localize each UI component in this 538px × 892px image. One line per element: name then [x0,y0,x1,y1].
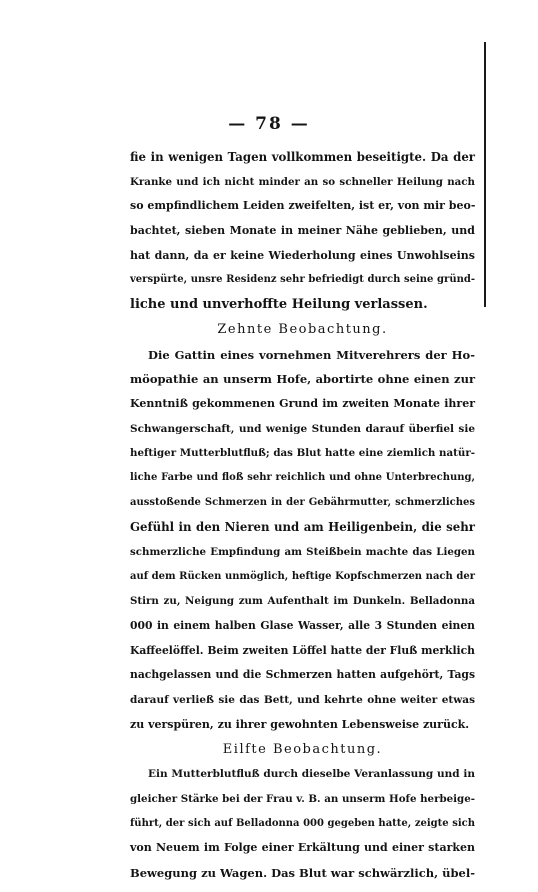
text-line: auf dem Rücken unmöglich, heftige Kopfschmerzen nach der [130,570,475,582]
text-line: so empfindlichem Leiden zweifelten, ist er, von mir beo- [130,199,476,213]
text-line: liche und unverhoffte Heilung verlassen. [130,297,428,313]
section-heading-10: Zehnte Beobachtung. [217,321,388,337]
text-line: Kaffeelöffel. Beim zweiten Löffel hatte der Fluß merklich [130,643,475,657]
text-line: von Neuem im Folge einer Erkältung und einer starken [130,841,475,855]
text-line: zu verspüren, zu ihrer gewohnten Lebensweise zurück. [130,717,470,731]
text-line: darauf verließ sie das Bett, und kehrte ohne weiter etwas [130,694,475,707]
paragraph-3 [130,762,475,885]
text-line: Schwangerschaft, und wenige Stunden darauf überfiel sie [130,422,475,435]
text-line: hat dann, da er keine Wiederholung eines Unwohlseins [130,248,475,262]
body-text [130,145,475,886]
text-line: gleicher Stärke bei der Frau v. B. an unserm Hofe herbeige- [130,792,475,805]
text-line: Stirn zu, Neigung zum Aufenthalt im Dunkeln. Belladonna [130,595,475,608]
text-line: nachgelassen und die Schmerzen hatten aufgehört, Tags [130,668,475,682]
page-number: — 78 — [228,114,310,134]
text-line: Ein Mutterblutfluß durch dieselbe Veranlassung und in [148,768,475,781]
page-edge-line [484,42,486,307]
section-heading-11: Eilfte Beobachtung. [222,741,383,757]
text-line: Bewegung zu Wagen. Das Blut war schwärzlich, übel- [130,865,475,880]
text-line: Gefühl in den Nieren und am Heiligenbein, die sehr [130,520,475,535]
text-line: Kenntniß gekommenen Grund im zweiten Monate ihrer [130,396,475,410]
text-line: Kranke und ich nicht minder an so schneller Heilung nach [130,175,475,188]
paragraph-1 [130,145,475,318]
paragraph-2 [130,343,475,738]
text-line: führt, der sich auf Belladonna 000 gegeben hatte, zeigte sich [130,817,475,829]
text-line: bachtet, sieben Monate in meiner Nähe geblieben, und [130,224,475,238]
text-line: möopathie an unserm Hofe, abortirte ohne einen zur [130,372,475,387]
text-line: ausstoßende Schmerzen in der Gebährmutter, schmerzliches [130,496,475,508]
text-line: fie in wenigen Tagen vollkommen beseitigte. Da der [130,150,475,164]
text-line: Die Gattin eines vornehmen Mitverehrers der Ho- [148,347,475,362]
text-line: schmerzliche Empfindung am Steißbein machte das Liegen [130,546,475,558]
text-line: heftiger Mutterblutfluß; das Blut hatte eine ziemlich natür- [130,447,475,460]
text-line: liche Farbe und floß sehr reichlich und ohne Unterbrechung, [130,471,475,483]
text-line: 000 in einem halben Glase Wasser, alle 3 Stunden einen [130,619,475,633]
text-line: verspürte, unsre Residenz sehr befriedigt durch seine gründ- [130,274,475,286]
